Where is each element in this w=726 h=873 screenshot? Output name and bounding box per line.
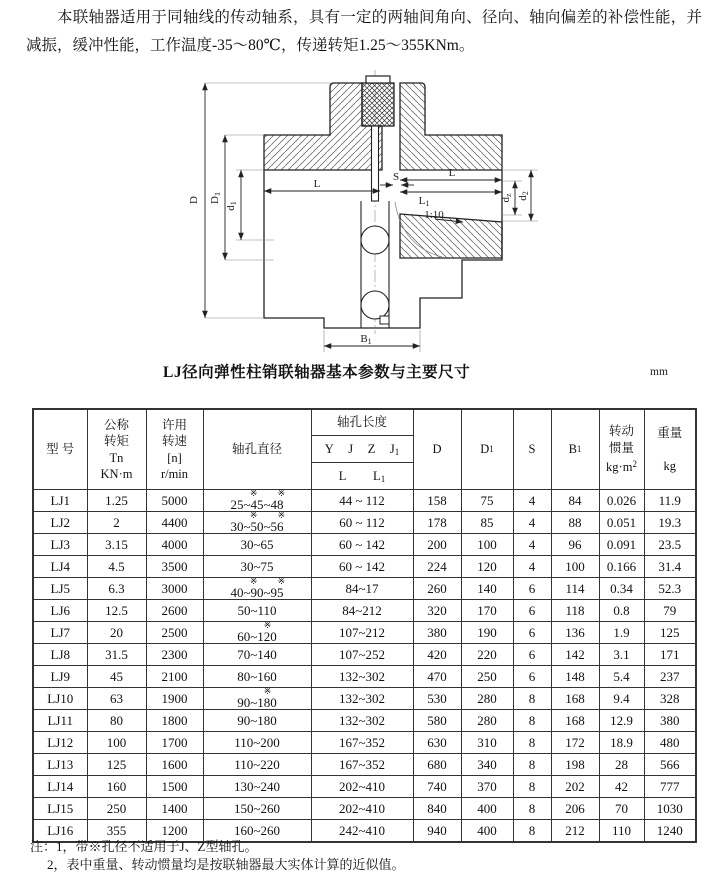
cell-J: 0.091 bbox=[599, 534, 644, 556]
cell-tn: 4.5 bbox=[87, 556, 146, 578]
cell-J: 0.166 bbox=[599, 556, 644, 578]
cell-model: LJ14 bbox=[33, 776, 87, 798]
cell-D1: 400 bbox=[461, 820, 513, 843]
dim-label-D1: D1 bbox=[209, 192, 222, 204]
cell-J: 1.9 bbox=[599, 622, 644, 644]
col-header-speed: 许用 转速 [n] r/min bbox=[146, 409, 203, 490]
cell-n: 4000 bbox=[146, 534, 203, 556]
col-header-D: D bbox=[413, 409, 461, 490]
bore-diameter-cell bbox=[203, 490, 311, 512]
cell-len: 202~410 bbox=[311, 776, 413, 798]
bore-diameter-value: 25~45~48 bbox=[230, 497, 284, 512]
cell-model: LJ9 bbox=[33, 666, 87, 688]
cell-n: 3500 bbox=[146, 556, 203, 578]
col-header-inertia: 转动 惯量 $kg\cdot m^2$ bbox=[599, 409, 644, 490]
cell-len: 167~352 bbox=[311, 754, 413, 776]
dim-label-B1: B1 bbox=[360, 333, 372, 346]
cell-kg: 328 bbox=[644, 688, 696, 710]
cell-B1: 142 bbox=[551, 644, 599, 666]
right-hub-section bbox=[400, 83, 502, 170]
cell-D1: 190 bbox=[461, 622, 513, 644]
coupling-technical-drawing bbox=[152, 68, 592, 360]
dim-label-S: S bbox=[392, 171, 400, 183]
table-row bbox=[33, 578, 696, 600]
intro-paragraph: 本联轴器适用于同轴线的传动轴系，具有一定的两轴间角向、径向、轴向偏差的补偿性能，并减振，缓冲性能，工作温度-35～80℃，传递转矩1.25～355KNm。 bbox=[26, 9, 702, 54]
cell-kg: 237 bbox=[644, 666, 696, 688]
cell-len: 202~410 bbox=[311, 798, 413, 820]
table-body bbox=[33, 490, 696, 843]
cell-tn: 3.15 bbox=[87, 534, 146, 556]
cell-D: 200 bbox=[413, 534, 461, 556]
cell-S: 6 bbox=[513, 622, 551, 644]
cell-B1: 168 bbox=[551, 688, 599, 710]
col-header-weight: 重量 kg bbox=[644, 409, 696, 490]
cell-model: LJ12 bbox=[33, 732, 87, 754]
cell-n: 2500 bbox=[146, 622, 203, 644]
cell-J: 0.026 bbox=[599, 490, 644, 512]
bore-diameter-value: 30~75 bbox=[240, 559, 274, 574]
bore-diameter-value: 70~140 bbox=[237, 647, 277, 662]
cell-S: 6 bbox=[513, 644, 551, 666]
cell-kg: 380 bbox=[644, 710, 696, 732]
cell-J: 0.34 bbox=[599, 578, 644, 600]
unit-label: mm bbox=[650, 366, 668, 378]
cell-J: 0.051 bbox=[599, 512, 644, 534]
cell-tn: 63 bbox=[87, 688, 146, 710]
cell-tn: 250 bbox=[87, 798, 146, 820]
table-row bbox=[33, 666, 696, 688]
bore-diameter-value: 80~160 bbox=[237, 669, 277, 684]
cell-tn: 160 bbox=[87, 776, 146, 798]
cell-D1: 280 bbox=[461, 688, 513, 710]
bore-diameter-value: 110~200 bbox=[234, 735, 280, 750]
cell-D: 680 bbox=[413, 754, 461, 776]
cell-B1: 202 bbox=[551, 776, 599, 798]
bore-diameter-cell bbox=[203, 622, 311, 644]
cell-len: 60 ~ 112 bbox=[311, 512, 413, 534]
cell-D1: 340 bbox=[461, 754, 513, 776]
footnotes bbox=[30, 838, 405, 873]
cell-kg: 566 bbox=[644, 754, 696, 776]
bore-diameter-cell bbox=[203, 754, 311, 776]
cell-n: 2300 bbox=[146, 644, 203, 666]
cell-D: 224 bbox=[413, 556, 461, 578]
dim-label-taper: 1:10 bbox=[424, 209, 444, 221]
cell-kg: 11.9 bbox=[644, 490, 696, 512]
cell-n: 2600 bbox=[146, 600, 203, 622]
cell-len: 132~302 bbox=[311, 710, 413, 732]
table-row bbox=[33, 490, 696, 512]
cell-len: 132~302 bbox=[311, 666, 413, 688]
cell-B1: 168 bbox=[551, 710, 599, 732]
cell-J: 9.4 bbox=[599, 688, 644, 710]
cell-tn: 80 bbox=[87, 710, 146, 732]
cell-D: 420 bbox=[413, 644, 461, 666]
cell-D: 178 bbox=[413, 512, 461, 534]
cell-tn: 2 bbox=[87, 512, 146, 534]
cell-len: 107~252 bbox=[311, 644, 413, 666]
cell-S: 4 bbox=[513, 490, 551, 512]
bore-diameter-cell bbox=[203, 710, 311, 732]
cell-kg: 79 bbox=[644, 600, 696, 622]
table-header bbox=[33, 409, 696, 490]
cell-D1: 370 bbox=[461, 776, 513, 798]
bore-diameter-value: 160~260 bbox=[233, 823, 281, 838]
bore-note-marks: ※ ※ bbox=[249, 511, 295, 520]
cell-S: 8 bbox=[513, 754, 551, 776]
pin-end-circle-lower bbox=[361, 291, 389, 319]
bore-note-marks: ※ bbox=[263, 687, 281, 696]
cell-n: 4400 bbox=[146, 512, 203, 534]
cell-model: LJ5 bbox=[33, 578, 87, 600]
cell-D1: 170 bbox=[461, 600, 513, 622]
cell-S: 6 bbox=[513, 666, 551, 688]
cell-B1: 84 bbox=[551, 490, 599, 512]
cell-kg: 19.3 bbox=[644, 512, 696, 534]
cell-kg: 171 bbox=[644, 644, 696, 666]
cell-D: 530 bbox=[413, 688, 461, 710]
spec-table bbox=[32, 408, 697, 843]
cell-len: 60 ~ 142 bbox=[311, 534, 413, 556]
elastic-sleeve bbox=[362, 83, 394, 126]
footnote-1: 注：1，带※孔径不适用于J、Z型轴孔。 bbox=[30, 839, 258, 854]
bore-diameter-value: 90~180 bbox=[237, 695, 277, 710]
bore-diameter-value: 90~180 bbox=[237, 713, 277, 728]
cell-D: 840 bbox=[413, 798, 461, 820]
cell-tn: 100 bbox=[87, 732, 146, 754]
bore-diameter-value: 30~50~56 bbox=[230, 519, 284, 534]
cell-n: 1600 bbox=[146, 754, 203, 776]
cell-D: 580 bbox=[413, 710, 461, 732]
cell-model: LJ2 bbox=[33, 512, 87, 534]
bore-diameter-value: 150~260 bbox=[233, 801, 281, 816]
cell-D1: 400 bbox=[461, 798, 513, 820]
cell-D: 158 bbox=[413, 490, 461, 512]
cell-J: 42 bbox=[599, 776, 644, 798]
cell-B1: 100 bbox=[551, 556, 599, 578]
cell-J: 12.9 bbox=[599, 710, 644, 732]
dim-label-L-right: L bbox=[448, 167, 456, 179]
bore-diameter-cell bbox=[203, 666, 311, 688]
table-row bbox=[33, 754, 696, 776]
bore-diameter-value: 50~110 bbox=[237, 603, 277, 618]
cell-len: 60 ~ 142 bbox=[311, 556, 413, 578]
cell-S: 8 bbox=[513, 798, 551, 820]
cell-len: 84~212 bbox=[311, 600, 413, 622]
dim-label-d1: d1 bbox=[225, 201, 238, 211]
cell-tn: 1.25 bbox=[87, 490, 146, 512]
table-row bbox=[33, 798, 696, 820]
footnote-2: 2，表中重量、转动惯量均是按联轴器最大实体计算的近似值。 bbox=[47, 856, 405, 872]
cell-D: 740 bbox=[413, 776, 461, 798]
cell-D1: 280 bbox=[461, 710, 513, 732]
cell-kg: 1240 bbox=[644, 820, 696, 843]
col-header-S: S bbox=[513, 409, 551, 490]
cell-model: LJ16 bbox=[33, 820, 87, 843]
table-row bbox=[33, 732, 696, 754]
cell-n: 1800 bbox=[146, 710, 203, 732]
cell-S: 6 bbox=[513, 600, 551, 622]
cell-model: LJ4 bbox=[33, 556, 87, 578]
cell-tn: 45 bbox=[87, 666, 146, 688]
bore-diameter-cell bbox=[203, 644, 311, 666]
table-row bbox=[33, 534, 696, 556]
cell-tn: 6.3 bbox=[87, 578, 146, 600]
cell-D1: 140 bbox=[461, 578, 513, 600]
cell-kg: 777 bbox=[644, 776, 696, 798]
cell-D1: 85 bbox=[461, 512, 513, 534]
cell-n: 1500 bbox=[146, 776, 203, 798]
cell-J: 70 bbox=[599, 798, 644, 820]
cell-S: 8 bbox=[513, 688, 551, 710]
bore-diameter-cell bbox=[203, 798, 311, 820]
cell-J: 28 bbox=[599, 754, 644, 776]
cell-J: 18.9 bbox=[599, 732, 644, 754]
cell-model: LJ1 bbox=[33, 490, 87, 512]
cell-S: 4 bbox=[513, 512, 551, 534]
cell-B1: 172 bbox=[551, 732, 599, 754]
bore-diameter-cell bbox=[203, 776, 311, 798]
cell-S: 6 bbox=[513, 578, 551, 600]
cell-J: 110 bbox=[599, 820, 644, 843]
cell-S: 8 bbox=[513, 820, 551, 843]
cell-D1: 310 bbox=[461, 732, 513, 754]
cell-B1: 206 bbox=[551, 798, 599, 820]
table-row bbox=[33, 688, 696, 710]
bore-note-marks: ※ ※ bbox=[249, 577, 295, 586]
bore-diameter-cell bbox=[203, 556, 311, 578]
cell-D: 380 bbox=[413, 622, 461, 644]
col-header-D1: D 1 bbox=[461, 409, 513, 490]
cell-model: LJ10 bbox=[33, 688, 87, 710]
cell-S: 8 bbox=[513, 776, 551, 798]
bore-diameter-value: 130~240 bbox=[233, 779, 281, 794]
cell-tn: 12.5 bbox=[87, 600, 146, 622]
pin-nut bbox=[366, 76, 390, 83]
cell-len: 132~302 bbox=[311, 688, 413, 710]
pin-key-detail bbox=[380, 316, 389, 324]
cell-n: 2100 bbox=[146, 666, 203, 688]
cell-B1: 96 bbox=[551, 534, 599, 556]
bore-diameter-value: 30~65 bbox=[240, 537, 274, 552]
cell-len: 107~212 bbox=[311, 622, 413, 644]
cell-kg: 52.3 bbox=[644, 578, 696, 600]
cell-D: 320 bbox=[413, 600, 461, 622]
cell-len: 84~17 bbox=[311, 578, 413, 600]
cell-kg: 31.4 bbox=[644, 556, 696, 578]
cell-n: 1400 bbox=[146, 798, 203, 820]
bore-diameter-value: 40~90~95 bbox=[230, 585, 284, 600]
cell-D: 470 bbox=[413, 666, 461, 688]
table-row bbox=[33, 776, 696, 798]
table-row bbox=[33, 600, 696, 622]
table-row bbox=[33, 710, 696, 732]
cell-D1: 220 bbox=[461, 644, 513, 666]
bore-note-marks: ※ ※ bbox=[249, 489, 295, 498]
cell-S: 8 bbox=[513, 732, 551, 754]
cell-B1: 118 bbox=[551, 600, 599, 622]
cell-D1: 75 bbox=[461, 490, 513, 512]
cell-tn: 20 bbox=[87, 622, 146, 644]
cell-model: LJ3 bbox=[33, 534, 87, 556]
table-title: LJ径向弹性柱销联轴器基本参数与主要尺寸 bbox=[163, 364, 471, 381]
cell-kg: 480 bbox=[644, 732, 696, 754]
bore-diameter-cell bbox=[203, 732, 311, 754]
cell-D1: 120 bbox=[461, 556, 513, 578]
cell-n: 1700 bbox=[146, 732, 203, 754]
cell-S: 4 bbox=[513, 534, 551, 556]
bore-note-marks: ※ bbox=[263, 621, 281, 630]
cell-len: 167~352 bbox=[311, 732, 413, 754]
cell-model: LJ11 bbox=[33, 710, 87, 732]
cell-B1: 114 bbox=[551, 578, 599, 600]
col-header-bore-diameter: 轴孔直径 bbox=[203, 409, 311, 490]
cell-len: 44 ~ 112 bbox=[311, 490, 413, 512]
cell-J: 0.8 bbox=[599, 600, 644, 622]
bore-diameter-cell bbox=[203, 600, 311, 622]
col-header-bore-length: 轴孔长度 Y J Z $J_1$ L $L_1$ bbox=[311, 409, 413, 490]
cell-tn: 125 bbox=[87, 754, 146, 776]
cell-J: 3.1 bbox=[599, 644, 644, 666]
cell-n: 3000 bbox=[146, 578, 203, 600]
cell-model: LJ13 bbox=[33, 754, 87, 776]
bore-diameter-cell bbox=[203, 578, 311, 600]
cell-D1: 250 bbox=[461, 666, 513, 688]
bore-diameter-cell bbox=[203, 512, 311, 534]
cell-n: 5000 bbox=[146, 490, 203, 512]
cell-S: 8 bbox=[513, 710, 551, 732]
bore-diameter-value: 60~120 bbox=[237, 629, 277, 644]
cell-kg: 23.5 bbox=[644, 534, 696, 556]
col-header-B1: B 1 bbox=[551, 409, 599, 490]
bore-diameter-cell bbox=[203, 534, 311, 556]
cell-D: 940 bbox=[413, 820, 461, 843]
table-row bbox=[33, 644, 696, 666]
cell-B1: 136 bbox=[551, 622, 599, 644]
cell-D: 630 bbox=[413, 732, 461, 754]
cell-B1: 198 bbox=[551, 754, 599, 776]
dim-label-D: D bbox=[188, 196, 200, 204]
pin-end-circle-upper bbox=[361, 226, 389, 254]
dim-label-L-left: L bbox=[313, 178, 321, 190]
table-row bbox=[33, 622, 696, 644]
cell-model: LJ6 bbox=[33, 600, 87, 622]
cell-len: 242~410 bbox=[311, 820, 413, 843]
cell-model: LJ8 bbox=[33, 644, 87, 666]
bore-diameter-cell bbox=[203, 688, 311, 710]
cell-B1: 148 bbox=[551, 666, 599, 688]
radial-pin bbox=[372, 126, 379, 201]
cell-D1: 100 bbox=[461, 534, 513, 556]
cell-J: 5.4 bbox=[599, 666, 644, 688]
cell-tn: 31.5 bbox=[87, 644, 146, 666]
cell-B1: 88 bbox=[551, 512, 599, 534]
col-header-model: 型 号 bbox=[33, 409, 87, 490]
cell-kg: 125 bbox=[644, 622, 696, 644]
table-row bbox=[33, 556, 696, 578]
bore-diameter-value: 110~220 bbox=[234, 757, 280, 772]
cell-n: 1200 bbox=[146, 820, 203, 843]
cell-D: 260 bbox=[413, 578, 461, 600]
dim-label-L1: L1 bbox=[418, 195, 430, 208]
table-row bbox=[33, 512, 696, 534]
cell-kg: 1030 bbox=[644, 798, 696, 820]
col-header-torque: 公称 转矩 Tn KN·m bbox=[87, 409, 146, 490]
dim-label-d2: d2 bbox=[517, 191, 530, 201]
dim-label-dz: dz bbox=[500, 193, 513, 203]
cell-B1: 212 bbox=[551, 820, 599, 843]
cell-tn: 355 bbox=[87, 820, 146, 843]
cell-model: LJ15 bbox=[33, 798, 87, 820]
cell-model: LJ7 bbox=[33, 622, 87, 644]
cell-n: 1900 bbox=[146, 688, 203, 710]
cell-S: 4 bbox=[513, 556, 551, 578]
coupling-section-svg bbox=[152, 68, 592, 360]
